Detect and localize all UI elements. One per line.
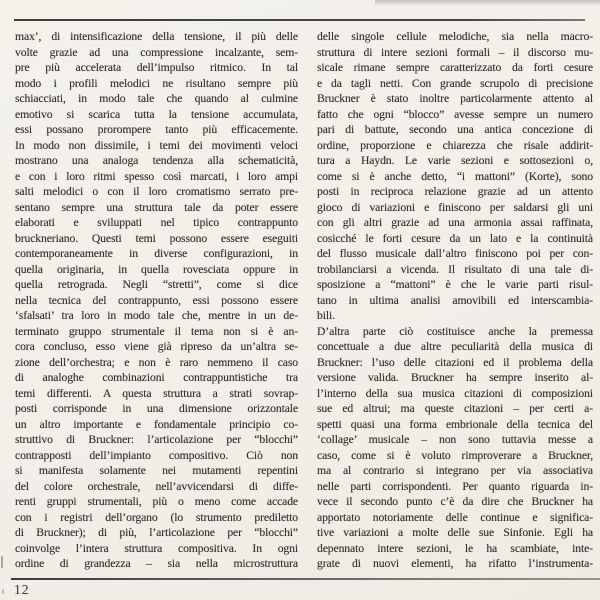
text-line: struttura di intere sezioni formali – il discorso mu-	[317, 45, 593, 59]
text-line: volte grazie ad una compressione incalzante, sem-	[15, 45, 298, 59]
text-line: posti in reciproca relazione grazie ad un attento	[317, 185, 593, 198]
text-line: salti melodici o con il loro cromatismo serrato pre-	[15, 185, 298, 198]
text-line: tano in ultima analisi amovibili ed interscambia-	[317, 293, 593, 307]
text-line: elaborati e sviluppati nel tipico contrappunto	[15, 216, 298, 229]
text-line: gioco di variazioni e finiscono per saldarsi gli uni	[317, 200, 593, 214]
text-line: trobilanciarsi a vicenda. Il risultato di una tale di-	[317, 262, 593, 276]
text-line: spetti quasi una forma embrionale della tecnica del	[317, 417, 593, 431]
text-line: l’interno della sua musica citazioni di composizioni	[317, 386, 593, 400]
text-line: fatto che ogni “blocco” avesse sempre un numero	[317, 107, 593, 121]
text-line: emotivo si scarica tutta la tensione accumulata,	[15, 107, 298, 121]
text-line: schiacciati, in modo tale che quando al culmine	[15, 92, 298, 105]
text-line: ma al contrario si integrano per via associativa	[317, 464, 593, 477]
text-line: pre più accelerata dell’impulso ritmico. In tal	[15, 61, 298, 74]
text-line: ordine di grandezza – sia nella microstruttura	[15, 557, 298, 570]
text-line: del flusso musicale dall’altro finiscono poi per con-	[317, 247, 593, 260]
text-line: essi possano prorompere tanto più efficacemente.	[15, 123, 298, 136]
text-line: vece il secondo punto c’è da dire che Bruckner ha	[317, 495, 593, 508]
text-line: del colore orchestrale, nell’avvicendarsi di diffe-	[15, 479, 298, 493]
text-line: struttivo di Bruckner: l’articolazione per “blocchi”	[15, 433, 298, 446]
text-line: bili.	[317, 309, 335, 322]
text-line: bruckneriano. Questi temi possono essere eseguiti	[15, 231, 298, 245]
text-line: versione valida. Bruckner ha sempre inserito al-	[317, 371, 593, 384]
text-line: tura a Haydn. Le varie sezioni e sottosezioni o,	[317, 154, 593, 167]
text-line: nella tecnica del contrappunto, essi possono essere	[15, 293, 298, 307]
text-line: coinvolge l’intera struttura compositiva. In ogni	[15, 541, 298, 555]
text-line: posti corrisponde in una dimensione orizzontale	[15, 402, 298, 415]
scan-artifact	[1, 556, 3, 568]
text-line: renti gruppi strumentali, più o meno come accade	[15, 495, 298, 508]
text-line: cosicché le forti cesure da un lato e la continuità	[317, 231, 593, 245]
text-line: di Bruckner); di più, l’articolazione per “blocchi”	[15, 526, 298, 539]
text-line: ‘collage’ musicale – non sono tuttavia messe a	[317, 433, 593, 446]
text-line: pari di battute, secondo una antica concezione di	[317, 123, 593, 136]
text-line: sicale rimane sempre caratterizzato da forti cesure	[317, 61, 593, 74]
text-line: e con i loro ritmi spesso così marcati, i loro ampi	[15, 169, 298, 183]
page-number: 12	[14, 582, 30, 597]
text-line: tive variazioni a molte delle sue Sinfonie. Egli ha	[317, 526, 593, 539]
scan-edge-shadow	[375, 0, 600, 6]
text-line: si manifesta solamente nei mutamenti repentini	[15, 464, 298, 477]
right-column	[317, 29, 593, 572]
left-column	[15, 29, 298, 572]
text-line: In modo non dissimile, i temi dei movimenti veloci	[15, 138, 298, 152]
text-line: di analoghe combinazioni contrappuntistiche tra	[15, 371, 298, 384]
text-line: Bruckner: l’uso delle citazioni ed il problema della	[317, 355, 593, 369]
text-line: cora concluso, esso viene già ripreso da un’altra se-	[15, 340, 298, 353]
text-line: come si è anche detto, “i mattoni” (Korte), sono	[317, 169, 593, 183]
scan-artifact	[2, 589, 4, 594]
text-line: ‘sfalsati’ tra loro in modo tale che, mentre in un de-	[15, 309, 298, 322]
text-line: depennato intere sezioni, le ha scambiate, inte-	[317, 541, 593, 555]
text-line: nelle parti corrispondenti. Per quanto riguarda in-	[317, 479, 593, 493]
text-line: Bruckner è stato inoltre particolarmente attento al	[317, 92, 593, 105]
footer-rule	[11, 578, 600, 580]
text-line: concettuale a due altre peculiarità della musica di	[317, 340, 593, 353]
text-line: ordine, proporzione e chiarezza che risale addirit-	[317, 138, 593, 152]
text-line: sposizione a “mattoni” è che le varie parti risul-	[317, 278, 593, 291]
text-line: un altro importante e fondamentale principio co-	[15, 417, 298, 431]
text-line: max’, di intensificazione della tensione, il più delle	[15, 30, 298, 43]
text-line: modo i profili melodici ne risultano sempre più	[15, 76, 298, 90]
text-line: sentano sempre una struttura tale da poter essere	[15, 200, 298, 214]
text-line: quella retrograda. Negli “stretti”, come si dice	[15, 278, 298, 291]
text-line: con i registri dell’organo (lo strumento prediletto	[15, 510, 298, 524]
text-line: temi differenti. A questa struttura a strati sovrap-	[15, 386, 298, 400]
text-line: quella originaria, in quella rovesciata oppure in	[15, 262, 298, 276]
text-line: zione dell’orchestra; e non è raro nemmeno il caso	[15, 355, 298, 369]
text-line: contemporaneamente in diverse configurazioni, in	[15, 247, 298, 260]
text-line: mostrano una analoga tendenza alla schematicità,	[15, 154, 298, 167]
text-line: terminato gruppo strumentale il tema non si è an-	[15, 324, 298, 338]
text-line: apportato notoriamente delle continue e significa-	[317, 510, 593, 524]
text-line: D’altra parte ciò costituisce anche la premessa	[317, 324, 593, 338]
text-line: con gli altri grazie ad una armonia assai raffinata,	[317, 216, 593, 229]
text-line: contrapposti dell’impianto compositivo. Ciò non	[15, 448, 298, 462]
text-line: sue ed altrui; ma queste citazioni – per certi a-	[317, 402, 593, 415]
text-line: delle singole cellule melodiche, sia nella macro-	[317, 30, 593, 43]
text-line: grate di nuovi elementi, ha rifatto l’instrumenta-	[317, 557, 593, 570]
top-rule	[14, 19, 585, 21]
text-line: e da tagli netti. Con grande scrupolo di precisione	[317, 76, 593, 90]
text-line: caso, come si è voluto rimproverare a Bruckner,	[317, 448, 593, 462]
